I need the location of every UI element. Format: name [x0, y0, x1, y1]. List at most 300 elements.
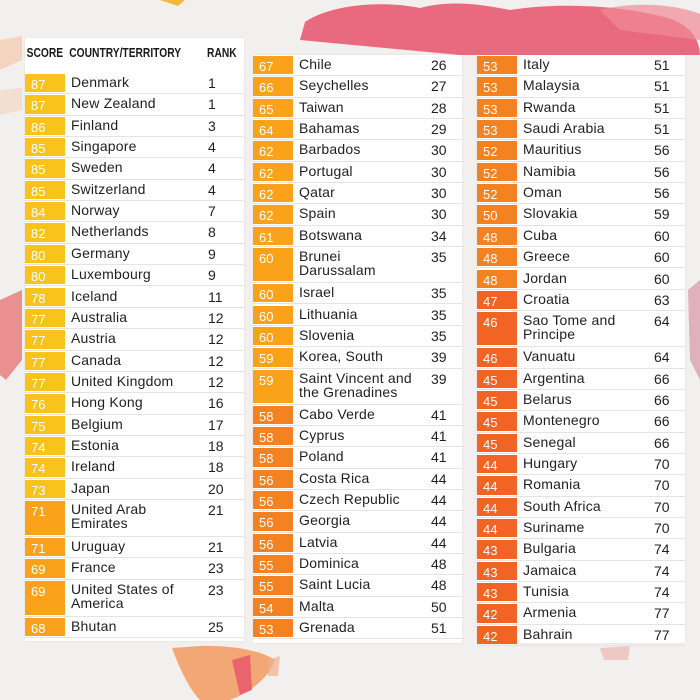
rank-cell: 11 [208, 288, 223, 305]
rank-cell: 4 [208, 139, 216, 156]
score-cell: 60 [253, 306, 293, 324]
rank-header: RANK [207, 46, 237, 60]
country-name: Cuba [523, 226, 558, 243]
rank-cell: 27 [431, 78, 447, 95]
rank-cell: 21 [208, 502, 224, 518]
country-name: Dominica [299, 555, 359, 571]
table-row [25, 265, 244, 286]
score-cell: 77 [25, 309, 65, 327]
table-row [25, 244, 244, 265]
country-name: Finland [71, 116, 119, 133]
rank-cell: 51 [654, 57, 670, 73]
table-row [25, 580, 244, 617]
country-name: Switzerland [71, 180, 146, 197]
country-name: Ireland [71, 458, 116, 475]
table-row [25, 94, 244, 115]
score-cell: 65 [253, 99, 293, 117]
score-cell: 85 [25, 181, 65, 199]
country-name: Romania [523, 476, 581, 493]
rank-cell: 51 [654, 99, 670, 116]
table-row [25, 116, 244, 137]
country-name: Chile [299, 56, 332, 72]
rank-cell: 30 [431, 185, 447, 202]
country-name: Barbados [299, 141, 361, 158]
score-cell: 75 [25, 416, 65, 434]
table-row [253, 426, 462, 447]
rank-cell: 60 [654, 249, 670, 266]
rank-cell: 63 [654, 291, 670, 308]
score-cell: 42 [477, 626, 517, 644]
rank-cell: 44 [431, 513, 447, 530]
country-name: Namibia [523, 162, 576, 179]
score-cell: 62 [253, 141, 293, 159]
table-row [253, 183, 462, 204]
table-row [477, 98, 685, 119]
score-cell: 62 [253, 184, 293, 202]
table-row [477, 390, 685, 411]
table-row [253, 162, 462, 183]
score-cell: 77 [25, 352, 65, 370]
country-name: Slovenia [299, 326, 355, 343]
country-name: Portugal [299, 162, 353, 179]
rank-cell: 35 [431, 327, 447, 344]
table-row [253, 283, 462, 304]
score-cell: 58 [253, 427, 293, 445]
country-name: New Zealand [71, 95, 156, 112]
country-name: Israel [299, 284, 335, 301]
rank-cell: 8 [208, 224, 216, 241]
table-row [253, 469, 462, 490]
score-cell: 58 [253, 406, 293, 424]
country-name: Poland [299, 448, 344, 465]
rank-cell: 41 [431, 427, 447, 444]
country-name: Korea, South [299, 348, 384, 365]
rank-cell: 30 [431, 163, 447, 180]
rank-cell: 4 [208, 181, 216, 198]
table-row [253, 55, 462, 76]
rank-cell: 18 [208, 459, 224, 476]
rank-cell: 44 [431, 534, 447, 551]
score-cell: 45 [477, 412, 517, 430]
table-row [253, 140, 462, 161]
score-cell: 87 [25, 74, 65, 92]
score-cell: 43 [477, 540, 517, 558]
rank-cell: 9 [208, 245, 216, 262]
country-name: Sweden [71, 159, 123, 176]
score-cell: 71 [25, 501, 65, 535]
country-name: Taiwan [299, 98, 344, 115]
country-name: Czech Republic [299, 490, 400, 507]
table-row [253, 511, 462, 532]
score-cell: 48 [477, 248, 517, 266]
table-row [477, 311, 685, 347]
rank-cell: 12 [208, 373, 224, 390]
score-cell: 47 [477, 291, 517, 309]
table-row [253, 597, 462, 618]
table-row [477, 518, 685, 539]
rank-cell: 60 [654, 227, 670, 244]
ranking-column-1 [25, 38, 244, 641]
table-row [477, 290, 685, 311]
rank-cell: 41 [431, 406, 447, 423]
table-row [253, 98, 462, 119]
rank-cell: 12 [208, 309, 224, 326]
rank-cell: 30 [431, 142, 447, 159]
country-name: Lithuania [299, 305, 358, 322]
country-name: Mauritius [523, 141, 582, 158]
table-row [25, 372, 244, 393]
rank-cell: 12 [208, 331, 224, 348]
score-cell: 62 [253, 163, 293, 181]
table-row [253, 326, 462, 347]
score-cell: 46 [477, 312, 517, 345]
rank-cell: 70 [654, 520, 670, 536]
table-row [25, 393, 244, 414]
table-row [477, 539, 685, 560]
rank-cell: 48 [431, 556, 447, 572]
rank-cell: 56 [654, 185, 670, 202]
country-name: Bulgaria [523, 540, 576, 557]
country-name: Malaysia [523, 77, 580, 94]
country-name: Belarus [523, 390, 572, 407]
table-row [25, 351, 244, 372]
country-name: Brunei Darussalam [299, 248, 376, 279]
country-name: Sao Tome and Principe [523, 312, 616, 343]
country-name: Bhutan [71, 617, 117, 634]
score-cell: 44 [477, 476, 517, 494]
rank-cell: 74 [654, 562, 670, 579]
table-row [477, 561, 685, 582]
table-row [477, 119, 685, 140]
country-name: Malta [299, 597, 335, 614]
table-row [477, 247, 685, 268]
score-cell: 86 [25, 117, 65, 135]
table-row [477, 204, 685, 225]
table-row [25, 479, 244, 500]
score-cell: 60 [253, 284, 293, 302]
country-name: Rwanda [523, 98, 576, 115]
rank-cell: 56 [654, 163, 670, 180]
rank-cell: 59 [654, 206, 670, 223]
score-cell: 52 [477, 163, 517, 181]
country-name: Vanuatu [523, 348, 576, 365]
score-cell: 43 [477, 583, 517, 601]
table-row [477, 475, 685, 496]
country-name: Saint Vincent and the Grenadines [299, 369, 412, 400]
rank-cell: 66 [654, 391, 670, 408]
table-row [25, 558, 244, 579]
rank-cell: 44 [431, 470, 447, 487]
score-cell: 67 [253, 56, 293, 74]
country-name: Suriname [523, 519, 585, 535]
rank-cell: 16 [208, 395, 224, 412]
rank-cell: 35 [431, 285, 447, 302]
rank-cell: 17 [208, 416, 224, 433]
country-name: Oman [523, 184, 562, 201]
table-row [25, 287, 244, 308]
score-cell: 58 [253, 448, 293, 466]
table-row [253, 490, 462, 511]
score-cell: 56 [253, 534, 293, 552]
table-row [253, 554, 462, 575]
score-cell: 59 [253, 370, 293, 403]
score-cell: 80 [25, 245, 65, 263]
table-row [253, 247, 462, 283]
table-row [253, 447, 462, 468]
country-name: Georgia [299, 512, 351, 529]
rank-cell: 70 [654, 498, 670, 515]
country-name: Croatia [523, 290, 570, 307]
score-cell: 53 [477, 99, 517, 117]
country-name: Singapore [71, 138, 137, 155]
rank-cell: 29 [431, 121, 447, 138]
table-row [477, 162, 685, 183]
country-name: Jordan [523, 269, 568, 286]
table-row [25, 617, 244, 638]
rank-cell: 51 [654, 78, 670, 95]
score-cell: 76 [25, 394, 65, 412]
score-cell: 45 [477, 370, 517, 388]
table-row [253, 76, 462, 97]
score-cell: 53 [477, 120, 517, 138]
table-row [477, 347, 685, 368]
country-name: France [71, 559, 116, 576]
table-row [25, 180, 244, 201]
score-cell: 84 [25, 202, 65, 220]
score-cell: 59 [253, 348, 293, 366]
country-name: Slovakia [523, 205, 578, 222]
rank-cell: 66 [654, 434, 670, 451]
rank-cell: 74 [654, 541, 670, 558]
score-cell: 55 [253, 555, 293, 573]
country-name: Spain [299, 205, 336, 222]
country-name: Tunisia [523, 583, 570, 600]
score-cell: 44 [477, 519, 517, 537]
country-name: Saint Lucia [299, 576, 371, 593]
score-cell: 60 [253, 248, 293, 281]
table-row [253, 226, 462, 247]
score-cell: 46 [477, 348, 517, 366]
table-row [25, 137, 244, 158]
table-row [25, 457, 244, 478]
country-name: Qatar [299, 184, 336, 201]
table-row [477, 433, 685, 454]
rank-cell: 9 [208, 267, 216, 284]
score-cell: 48 [477, 227, 517, 245]
table-row [25, 73, 244, 94]
table-row [253, 618, 462, 639]
rank-cell: 7 [208, 203, 216, 220]
country-name: Seychelles [299, 77, 369, 94]
score-cell: 56 [253, 512, 293, 530]
rank-cell: 66 [654, 370, 670, 387]
rank-cell: 25 [208, 618, 224, 635]
rank-cell: 56 [654, 142, 670, 159]
rank-cell: 1 [208, 75, 216, 91]
table-row [253, 119, 462, 140]
table-row [477, 76, 685, 97]
table-row [477, 269, 685, 290]
rank-cell: 21 [208, 539, 224, 555]
table-header [25, 38, 237, 66]
table-row [253, 305, 462, 326]
country-name: Uruguay [71, 538, 126, 554]
score-cell: 55 [253, 576, 293, 594]
table-row [25, 201, 244, 222]
country-name: United Arab Emirates [71, 501, 147, 531]
score-cell: 61 [253, 227, 293, 245]
rank-cell: 70 [654, 455, 670, 472]
rank-cell: 64 [654, 313, 670, 330]
country-header: COUNTRY/TERRITORY [69, 46, 182, 60]
score-cell: 69 [25, 581, 65, 615]
rank-cell: 1 [208, 96, 216, 113]
ranking-column-2 [253, 55, 462, 643]
rank-cell: 77 [654, 605, 670, 622]
score-cell: 52 [477, 184, 517, 202]
rank-cell: 41 [431, 449, 447, 466]
country-name: Argentina [523, 369, 585, 386]
rank-cell: 60 [654, 270, 670, 287]
country-name: Montenegro [523, 412, 600, 429]
table-row [253, 369, 462, 405]
table-row [477, 454, 685, 475]
country-name: Denmark [71, 74, 130, 90]
table-row [25, 436, 244, 457]
table-row [25, 329, 244, 350]
score-cell: 44 [477, 455, 517, 473]
rank-cell: 48 [431, 577, 447, 594]
country-name: Cyprus [299, 426, 345, 443]
score-cell: 66 [253, 77, 293, 95]
country-name: Grenada [299, 619, 355, 636]
rank-cell: 66 [654, 413, 670, 430]
rank-cell: 28 [431, 99, 447, 116]
country-name: Latvia [299, 533, 338, 550]
score-cell: 80 [25, 266, 65, 284]
score-cell: 53 [477, 77, 517, 95]
country-name: Botswana [299, 226, 363, 243]
score-cell: 56 [253, 470, 293, 488]
rank-cell: 34 [431, 227, 447, 244]
country-name: Estonia [71, 436, 120, 453]
rank-cell: 74 [654, 584, 670, 601]
country-name: Norway [71, 202, 120, 219]
score-cell: 52 [477, 141, 517, 159]
table-row [477, 582, 685, 603]
country-name: Luxembourg [71, 266, 151, 283]
country-name: South Africa [523, 497, 601, 514]
table-row [477, 183, 685, 204]
rank-cell: 18 [208, 437, 224, 454]
table-row [253, 204, 462, 225]
table-row [477, 603, 685, 624]
score-cell: 56 [253, 491, 293, 509]
country-name: Costa Rica [299, 469, 370, 486]
rank-cell: 39 [431, 349, 447, 366]
table-row [25, 415, 244, 436]
score-cell: 48 [477, 270, 517, 288]
country-name: Hungary [523, 454, 578, 471]
score-cell: 42 [477, 604, 517, 622]
country-name: Saudi Arabia [523, 120, 605, 137]
table-row [477, 140, 685, 161]
country-name: Netherlands [71, 223, 149, 240]
table-row [477, 369, 685, 390]
rank-cell: 26 [431, 57, 447, 73]
country-name: Iceland [71, 287, 118, 304]
score-cell: 87 [25, 95, 65, 113]
country-name: Australia [71, 308, 128, 325]
country-name: Germany [71, 244, 130, 261]
score-cell: 45 [477, 434, 517, 452]
score-cell: 64 [253, 120, 293, 138]
table-row [25, 537, 244, 558]
score-cell: 60 [253, 327, 293, 345]
score-cell: 77 [25, 330, 65, 348]
rank-cell: 70 [654, 477, 670, 494]
score-cell: 45 [477, 391, 517, 409]
score-cell: 71 [25, 538, 65, 556]
score-cell: 74 [25, 437, 65, 455]
country-name: Bahamas [299, 120, 360, 137]
score-cell: 43 [477, 562, 517, 580]
rank-cell: 12 [208, 352, 224, 369]
rank-cell: 51 [431, 620, 447, 637]
table-row [253, 533, 462, 554]
score-cell: 53 [253, 619, 293, 637]
table-row [477, 226, 685, 247]
rank-cell: 39 [431, 370, 447, 387]
country-name: Japan [71, 479, 111, 496]
score-cell: 62 [253, 205, 293, 223]
country-name: Italy [523, 56, 550, 72]
score-header: SCORE [26, 46, 64, 60]
table-row [477, 411, 685, 432]
score-cell: 73 [25, 480, 65, 498]
table-row [477, 625, 685, 646]
country-name: Bahrain [523, 625, 573, 642]
rank-cell: 3 [208, 117, 216, 134]
table-row [25, 308, 244, 329]
score-cell: 74 [25, 458, 65, 476]
country-name: Cabo Verde [299, 405, 375, 422]
score-cell: 85 [25, 138, 65, 156]
table-row [25, 222, 244, 243]
table-row [25, 158, 244, 179]
rank-cell: 64 [654, 349, 670, 366]
country-name: Greece [523, 248, 571, 265]
score-cell: 77 [25, 373, 65, 391]
table-row [253, 405, 462, 426]
score-cell: 69 [25, 559, 65, 577]
rank-cell: 51 [654, 121, 670, 138]
table-row [477, 497, 685, 518]
table-row [25, 500, 244, 537]
country-name: United States of America [71, 580, 174, 611]
rank-cell: 44 [431, 491, 447, 508]
rank-cell: 30 [431, 206, 447, 223]
score-cell: 68 [25, 618, 65, 636]
score-cell: 85 [25, 159, 65, 177]
rank-cell: 20 [208, 480, 224, 497]
country-name: Austria [71, 330, 116, 347]
score-cell: 44 [477, 498, 517, 516]
score-cell: 54 [253, 598, 293, 616]
country-name: Senegal [523, 433, 576, 450]
rank-cell: 35 [431, 249, 447, 266]
rank-cell: 77 [654, 626, 670, 643]
